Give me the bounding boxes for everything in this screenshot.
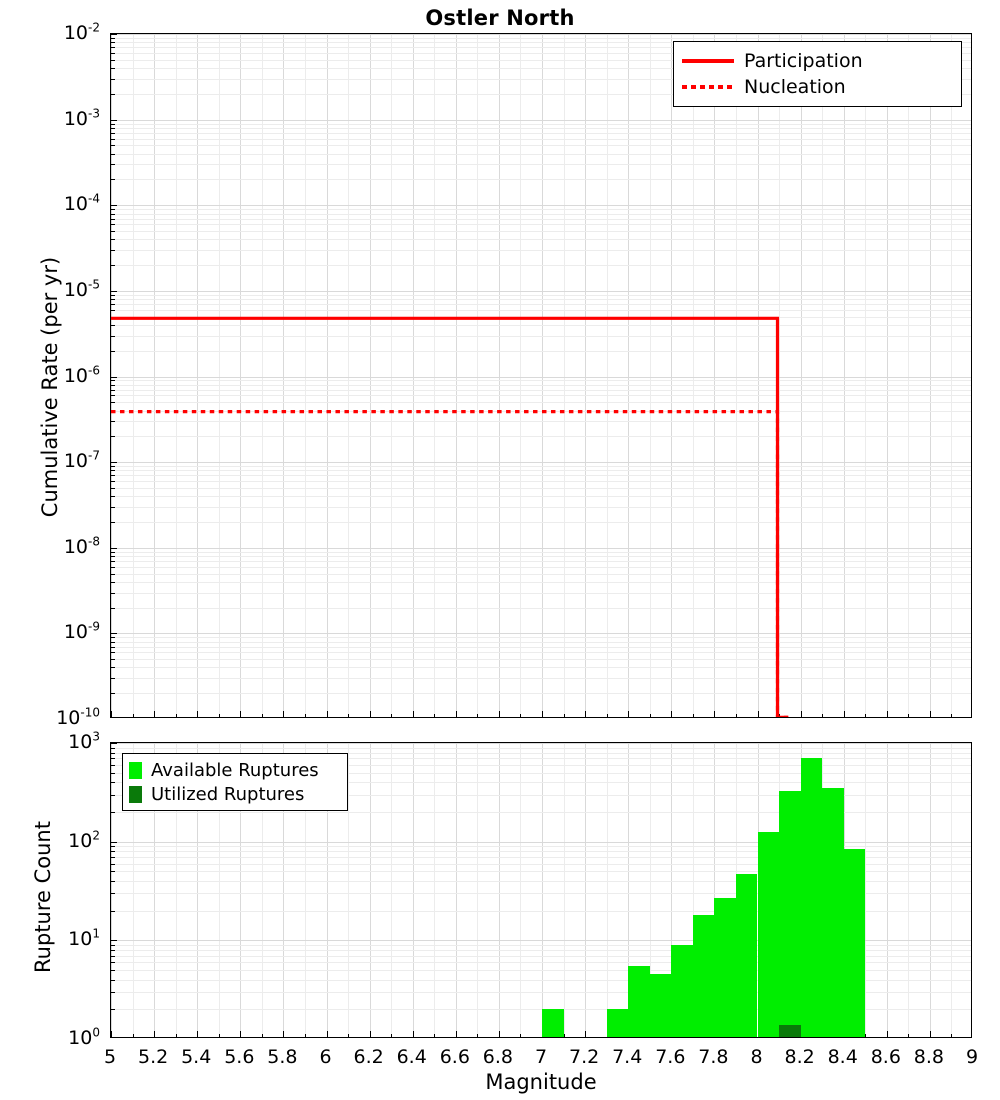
top-chart-plot-area (110, 33, 972, 718)
available-ruptures-swatch-icon (129, 762, 142, 779)
y-tick-label: $10^{-2}$ (63, 20, 100, 44)
x-tick-label: 5 (103, 1046, 117, 1068)
x-tick-label: 6.6 (439, 1046, 470, 1068)
x-tick-label: 8.4 (827, 1046, 858, 1068)
x-tick-label: 6.2 (353, 1046, 384, 1068)
y-tick-label: $10^{-5}$ (63, 277, 100, 301)
x-tick-label: 5.8 (267, 1046, 298, 1068)
bar-available-ruptures (693, 915, 715, 1038)
x-tick-label: 9 (965, 1046, 979, 1068)
bar-available-ruptures (714, 898, 736, 1038)
bar-available-ruptures (650, 974, 672, 1038)
bar-available-ruptures (844, 849, 866, 1038)
bar-available-ruptures (736, 874, 758, 1038)
top-chart-series-layer (111, 34, 971, 717)
x-tick-label: 5.6 (224, 1046, 255, 1068)
series-nucleation (111, 412, 788, 718)
y-tick-label: $10^{-4}$ (63, 191, 100, 216)
bar-available-ruptures (801, 758, 823, 1038)
bar-available-ruptures (607, 1009, 629, 1038)
legend-item-participation[interactable] (682, 48, 951, 74)
top-chart-y-axis-title: Cumulative Rate (per yr) (38, 256, 62, 518)
x-tick-label: 6 (319, 1046, 332, 1068)
bottom-chart-x-axis-title: Magnitude (485, 1070, 597, 1094)
series-participation (111, 318, 788, 717)
x-tick-label: 7 (534, 1046, 548, 1068)
participation-line-icon (682, 54, 734, 68)
x-tick-label: 6.8 (482, 1046, 513, 1068)
legend-label-available-ruptures: Available Ruptures (151, 759, 319, 781)
bar-available-ruptures (779, 791, 801, 1039)
legend-item-utilized-ruptures[interactable] (129, 782, 339, 806)
utilized-ruptures-swatch-icon (129, 786, 142, 803)
x-tick-label: 8.6 (870, 1046, 901, 1068)
x-tick-label: 8.8 (913, 1046, 944, 1068)
nucleation-line-icon (682, 80, 734, 94)
x-tick-label: 7.6 (655, 1046, 686, 1068)
bar-available-ruptures (671, 945, 693, 1038)
bar-available-ruptures (542, 1009, 564, 1038)
x-tick-label: 8.2 (784, 1046, 815, 1068)
y-tick-label: $10^3$ (68, 729, 100, 753)
x-tick-label: 8 (750, 1046, 763, 1068)
y-tick-label: $10^{-6}$ (63, 363, 100, 387)
bar-available-ruptures (822, 788, 844, 1038)
legend-label-utilized-ruptures: Utilized Ruptures (151, 783, 305, 805)
x-tick-label: 7.2 (568, 1046, 600, 1068)
y-tick-label: $10^1$ (68, 927, 100, 951)
x-tick-label: 7.8 (698, 1046, 729, 1068)
y-tick-label: $10^{-7}$ (63, 448, 100, 473)
y-tick-label: $10^{-8}$ (63, 534, 100, 558)
top-chart-legend (673, 41, 962, 107)
bottom-chart-legend (122, 753, 348, 811)
y-tick-label: $10^{-10}$ (56, 705, 100, 729)
x-tick-label: 5.4 (181, 1046, 212, 1068)
legend-item-available-ruptures[interactable] (129, 758, 339, 782)
x-tick-label: 5.2 (137, 1046, 169, 1068)
legend-label-participation: Participation (744, 50, 863, 72)
y-tick-label: $10^{-9}$ (63, 620, 100, 644)
legend-label-nucleation: Nucleation (744, 76, 846, 98)
page-title: Ostler North (425, 6, 575, 30)
bottom-chart-y-axis-title: Rupture Count (31, 821, 55, 973)
y-tick-label: $10^{-3}$ (63, 106, 100, 130)
bar-available-ruptures (628, 966, 650, 1038)
x-tick-label: 6.4 (396, 1046, 427, 1068)
x-tick-label: 7.4 (612, 1046, 643, 1068)
legend-item-nucleation[interactable] (682, 74, 951, 100)
y-tick-label: $10^0$ (68, 1025, 100, 1049)
bar-utilized-ruptures (779, 1025, 801, 1038)
y-tick-label: $10^2$ (68, 828, 100, 852)
bar-available-ruptures (758, 832, 780, 1038)
